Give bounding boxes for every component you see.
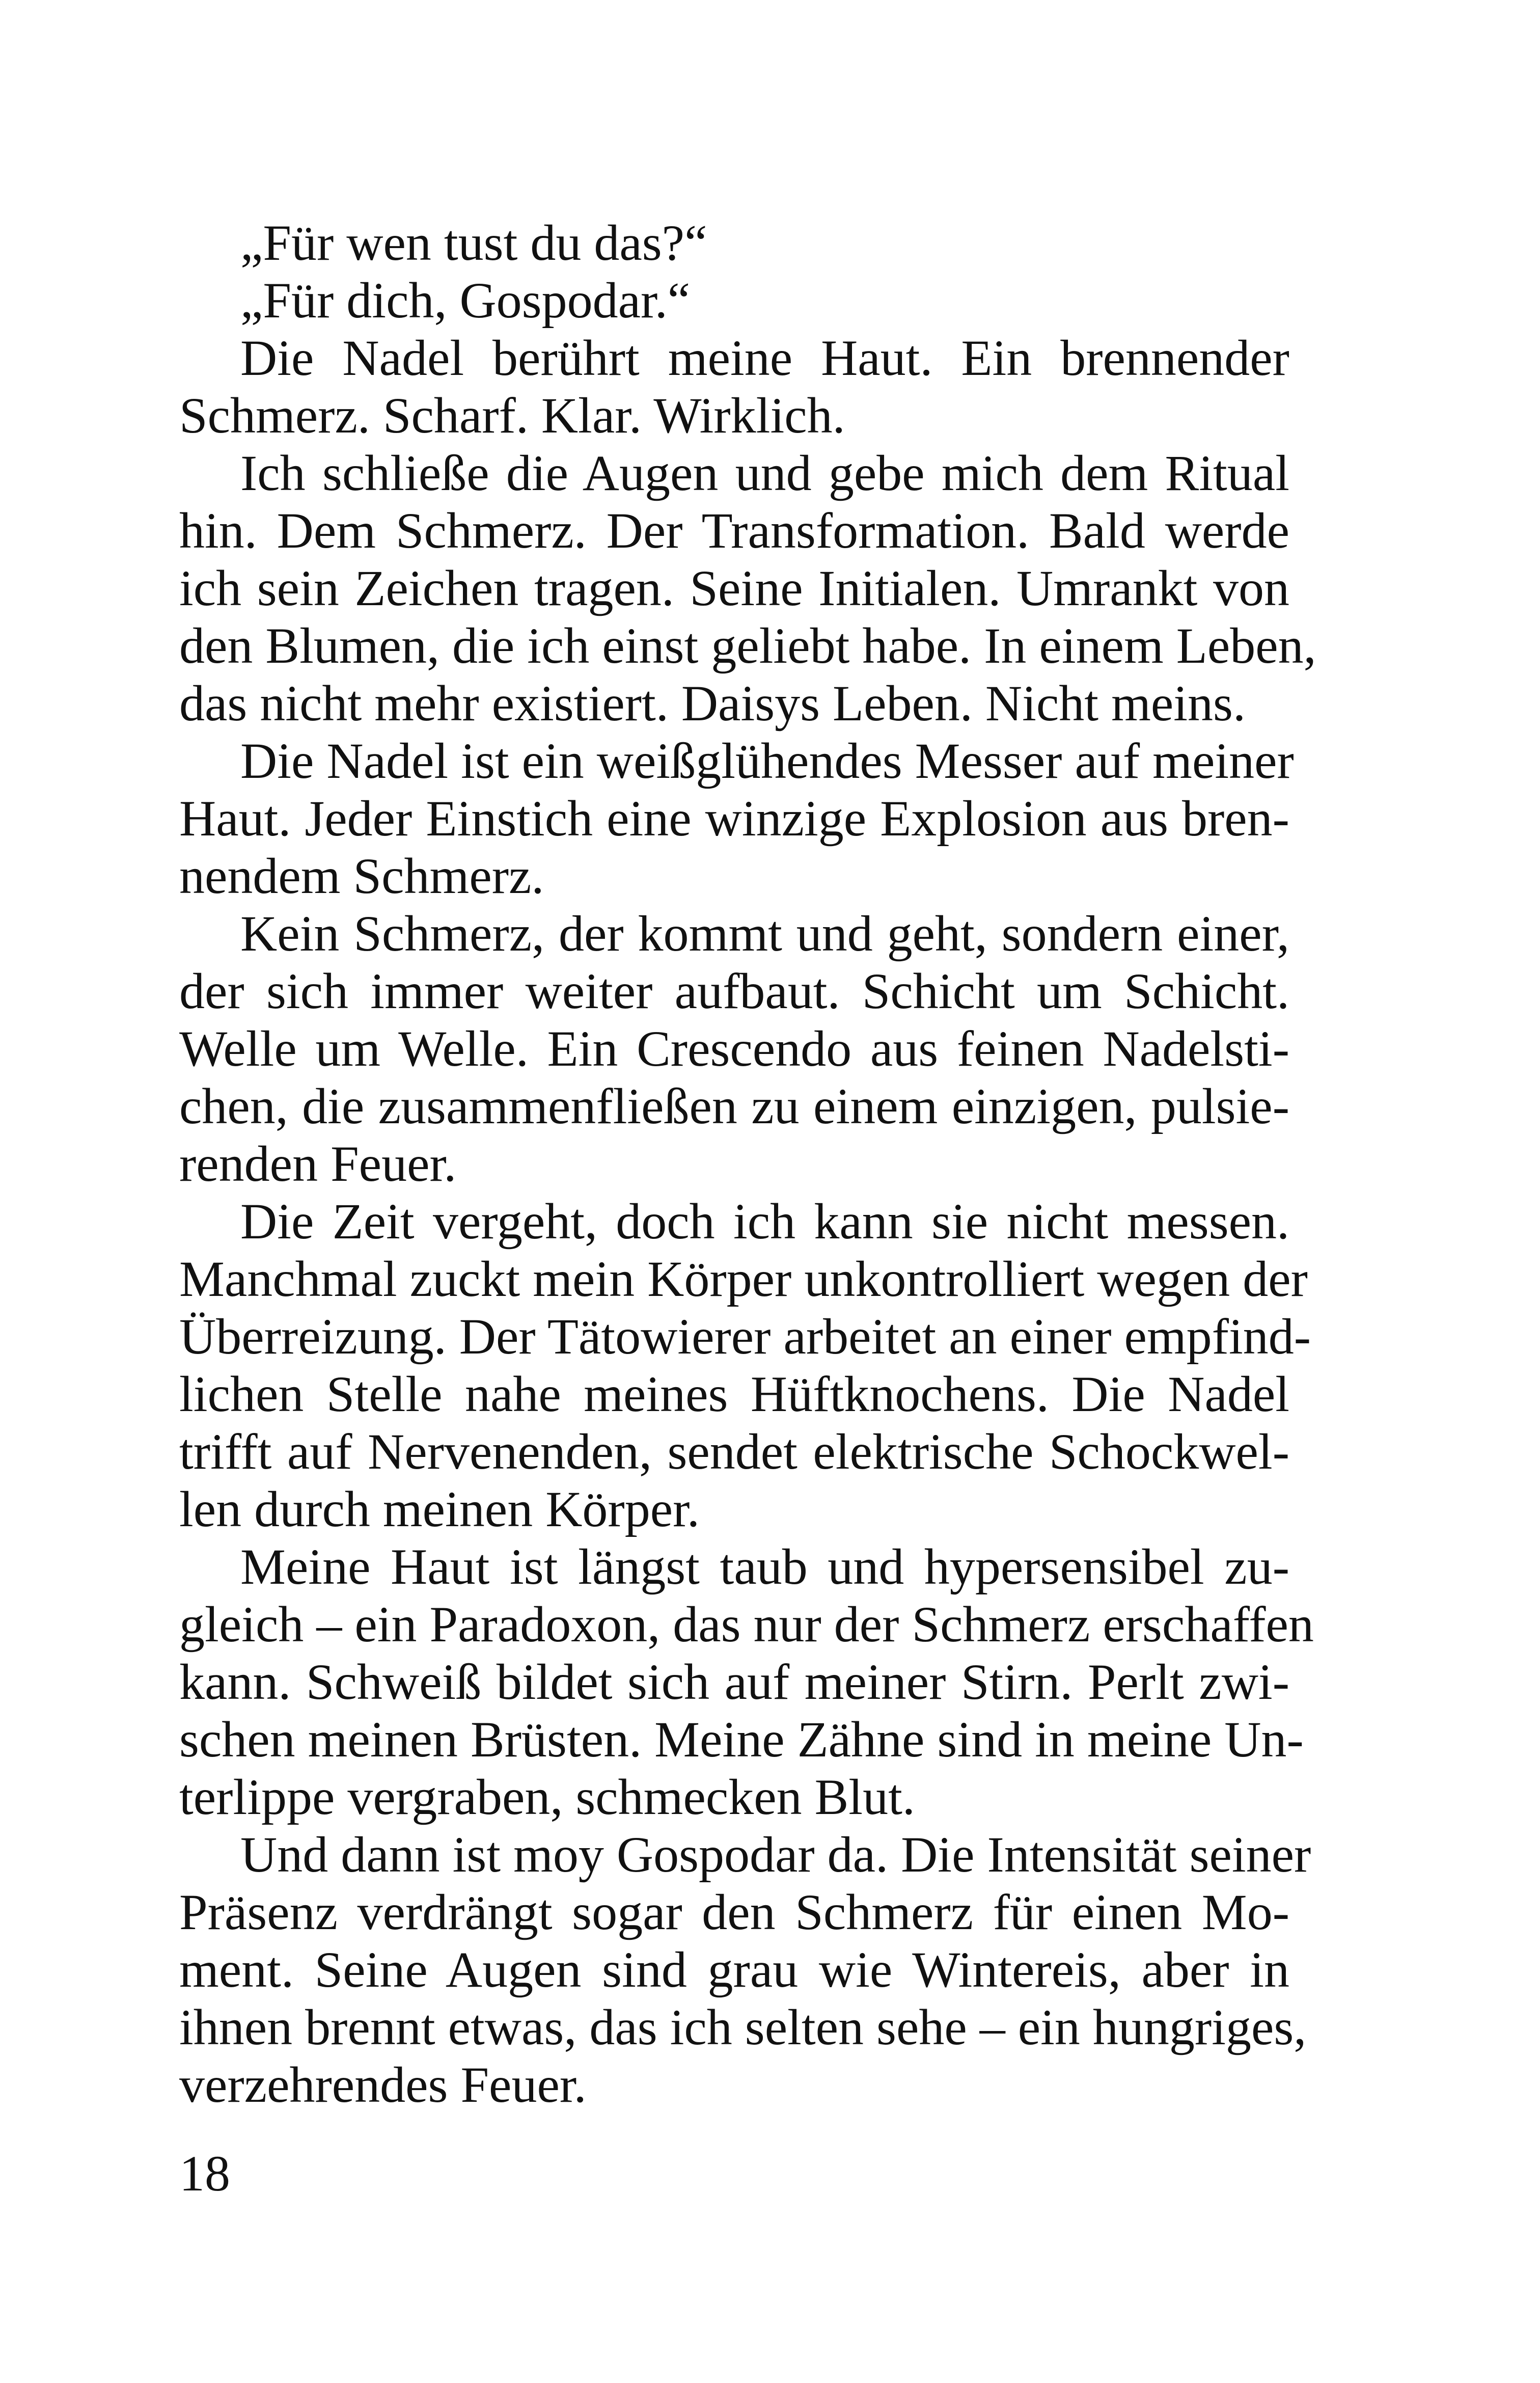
text-line: Manchmal zuckt mein Körper unkontrolliert wegen der (179, 1251, 1308, 1307)
page-number: 18 (179, 2145, 230, 2202)
text-line: der sich immer weiter aufbaut. Schicht um Schicht. (179, 963, 1289, 1019)
text-line: „Für dich, Gospodar.“ (240, 272, 691, 329)
text-line: verzehrendes Feuer. (179, 2056, 587, 2113)
text-line: ment. Seine Augen sind grau wie Wintereis, aber in (179, 1941, 1289, 1998)
text-line: trifft auf Nervenenden, sendet elektrische Schockwel- (179, 1423, 1289, 1480)
text-line: chen, die zusammenfließen zu einem einzigen, pulsie- (179, 1078, 1289, 1134)
text-line: Überreizung. Der Tätowierer arbeitet an einer empfind- (179, 1308, 1311, 1365)
text-line: Schmerz. Scharf. Klar. Wirklich. (179, 387, 845, 444)
text-line: schen meinen Brüsten. Meine Zähne sind in meine Un- (179, 1711, 1304, 1768)
text-line: renden Feuer. (179, 1135, 457, 1192)
text-line: kann. Schweiß bildet sich auf meiner Stirn. Perlt zwi- (179, 1654, 1289, 1710)
text-line: Haut. Jeder Einstich eine winzige Explosion aus bren- (179, 790, 1289, 847)
text-line: ihnen brennt etwas, das ich selten sehe – ein hungriges, (179, 1999, 1307, 2055)
text-line: Die Nadel berührt meine Haut. Ein brennender (240, 330, 1289, 386)
text-line: das nicht mehr existiert. Daisys Leben. Nicht meins. (179, 675, 1246, 732)
text-line: gleich – ein Paradoxon, das nur der Schmerz erschaffen (179, 1596, 1314, 1653)
text-line: ich sein Zeichen tragen. Seine Initialen. Umrankt von (179, 560, 1289, 616)
text-line: den Blumen, die ich einst geliebt habe. In einem Leben, (179, 617, 1316, 674)
text-line: terlippe vergraben, schmecken Blut. (179, 1769, 915, 1825)
text-line: Ich schließe die Augen und gebe mich dem Ritual (240, 445, 1289, 501)
text-line: Und dann ist moy Gospodar da. Die Intensität seiner (240, 1826, 1311, 1883)
text-line: Die Nadel ist ein weißglühendes Messer auf meiner (240, 733, 1294, 789)
text-line: Welle um Welle. Ein Crescendo aus feinen Nadelsti- (179, 1020, 1289, 1077)
text-line: len durch meinen Körper. (179, 1481, 700, 1537)
text-line: nendem Schmerz. (179, 848, 544, 904)
text-line: Die Zeit vergeht, doch ich kann sie nicht messen. (240, 1193, 1289, 1250)
text-line: Präsenz verdrängt sogar den Schmerz für einen Mo- (179, 1884, 1289, 1940)
text-line: Meine Haut ist längst taub und hypersensibel zu- (240, 1538, 1289, 1595)
text-line: lichen Stelle nahe meines Hüftknochens. Die Nadel (179, 1366, 1289, 1422)
text-line: Kein Schmerz, der kommt und geht, sondern einer, (240, 905, 1289, 962)
body-text (179, 214, 1316, 2114)
text-line: hin. Dem Schmerz. Der Transformation. Bald werde (179, 502, 1289, 559)
text-line: „Für wen tust du das?“ (240, 214, 707, 271)
